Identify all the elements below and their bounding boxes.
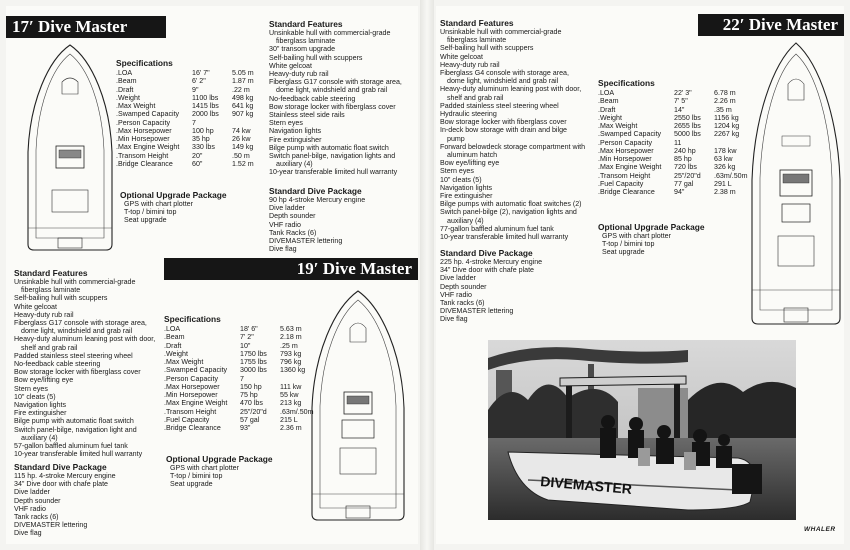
dive-22-item: 225 hp. 4-stroke Mercury engine (440, 258, 543, 266)
spec-22-row (598, 188, 754, 196)
spec-22-label: .Min Horsepower (598, 155, 652, 163)
spec-19-row (164, 358, 320, 366)
feature-19-item: shelf and grab rail (21, 343, 78, 352)
spec-22-row (598, 139, 754, 147)
feature-22-item: Fire extinguisher (440, 192, 493, 201)
spec-19-imperial: 1755 lbs (240, 358, 267, 366)
upgrade-17-item: GPS with chart plotter (124, 200, 193, 208)
dive-17-item: VHF radio (269, 220, 301, 229)
dive-22-item: Tank racks (6) (440, 299, 485, 308)
upgrade-17-item: Seat upgrade (124, 216, 167, 225)
feature-22-item: dome light, windshield and grab rail (447, 77, 559, 86)
feature-17-item: No-feedback cable steering (269, 94, 356, 103)
spec-22-imperial: 14" (674, 105, 685, 114)
spec-17-imperial: 1100 lbs (192, 93, 219, 102)
banner-17-title: 17′ Dive Master (12, 17, 128, 36)
feature-17-item: Stainless steel side rails (269, 111, 345, 120)
dive-17-item: Dive flag (269, 245, 297, 254)
feature-19-item: Fire extinguisher (14, 409, 67, 418)
upgrade-17 (120, 190, 227, 225)
spec-17-imperial: 60" (192, 159, 203, 168)
spec-22-metric: 2.26 m (714, 97, 736, 106)
spec-22-label: .LOA (598, 89, 615, 97)
spec-22-metric: .35 m (714, 105, 732, 114)
feature-22-item: auxiliary (4) (447, 216, 484, 225)
dive-17-item: Tank Racks (6) (269, 228, 317, 237)
spec-19-metric: 55 kw (280, 391, 299, 399)
spec-17-label: .Draft (116, 85, 134, 94)
feature-22-item: Self-bailing hull with scuppers (440, 44, 534, 53)
spec-19-label: .Swamped Capacity (164, 366, 228, 375)
features-19 (14, 268, 155, 458)
spec-17-label: .Max Weight (116, 102, 156, 110)
feature-22-item: Heavy-duty rub rail (440, 60, 500, 69)
spec-19-label: .Max Horsepower (164, 382, 220, 391)
spec-19-row (164, 342, 320, 350)
spec-22-label: .Beam (598, 97, 619, 106)
spec-19-label: .Max Weight (164, 358, 204, 366)
spec-17-label: .Min Horsepower (116, 135, 170, 143)
specs-17 (116, 58, 272, 168)
spec-17-label: .Person Capacity (116, 118, 171, 127)
spec-22-metric: 2.38 m (714, 188, 736, 196)
spec-19-label: .Bridge Clearance (164, 424, 221, 432)
spec-22-imperial: 11 (674, 138, 682, 147)
specs-19 (164, 314, 320, 432)
specs-19-table (164, 325, 320, 432)
spec-19-label: .Transom Height (164, 407, 217, 416)
banner-17-dive-master (6, 16, 166, 38)
hull-diagram-17 (22, 42, 118, 256)
spec-19-row (164, 416, 320, 424)
spec-22-label: .Weight (598, 113, 622, 122)
spec-22-row (598, 130, 754, 138)
dive-17-title: Standard Dive Package (269, 186, 362, 196)
spec-19-row (164, 424, 320, 432)
spec-17-label: .Transom Height (116, 151, 169, 160)
feature-17-item: Switch panel-bilge, navigation lights and (269, 152, 396, 161)
spec-22-metric: 1204 kg (714, 122, 740, 130)
upgrade-17-item: T-top / bimini top (124, 208, 177, 217)
specs-22-title: Specifications (598, 78, 655, 88)
spec-17-row (116, 135, 272, 143)
spec-17-row (116, 143, 272, 151)
spec-19-metric: 796 kg (280, 358, 302, 366)
feature-22-item: Unsinkable hull with commercial-grade (440, 28, 562, 36)
spec-17-row (116, 69, 272, 77)
spec-22-label: .Transom Height (598, 171, 651, 180)
spec-22-row (598, 163, 754, 171)
spec-19-imperial: 3000 lbs (240, 366, 267, 375)
feature-19-item: Bow storage locker with fiberglass cover (14, 368, 141, 377)
spec-19-imperial: 75 hp (240, 391, 258, 399)
dive-19-item: 115 hp. 4-stroke Mercury engine (14, 472, 116, 480)
spec-17-metric: 498 kg (232, 93, 254, 102)
spec-19-label: .Beam (164, 333, 185, 342)
spec-19-imperial: 7 (240, 374, 244, 383)
spec-17-metric: 26 kw (232, 135, 251, 143)
spec-22-imperial: 2550 lbs (674, 113, 701, 122)
spec-19-imperial: 25"/20"d (240, 407, 267, 416)
dive-17-item: Depth sounder (269, 212, 316, 221)
spec-22-row (598, 122, 754, 130)
spec-17-imperial: 16' 7" (192, 69, 210, 77)
feature-22-item: 10" cleats (5) (440, 175, 482, 184)
upgrade-19-item: Seat upgrade (170, 480, 213, 489)
spec-19-label: .LOA (164, 325, 181, 333)
feature-22-item: fiberglass laminate (447, 36, 507, 45)
feature-22-item: Stern eyes (440, 167, 474, 176)
feature-19-item: Bow eye/lifting eye (14, 376, 74, 385)
spec-17-row (116, 102, 272, 110)
spec-19-label: .Fuel Capacity (164, 415, 210, 424)
specs-17-table (116, 69, 272, 168)
feature-22-item: White gelcoat (440, 52, 483, 61)
feature-19-item: Navigation lights (14, 401, 67, 410)
spec-22-label: .Swamped Capacity (598, 130, 662, 139)
feature-19-item: Self-bailing hull with scuppers (14, 294, 108, 303)
spec-19-row (164, 391, 320, 399)
feature-17-item: Fire extinguisher (269, 135, 322, 144)
spec-19-imperial: 150 hp (240, 382, 262, 391)
feature-19-item: Padded stainless steel steering wheel (14, 351, 133, 360)
feature-22-item: Padded stainless steel steering wheel (440, 101, 559, 110)
left-page (6, 6, 418, 544)
spec-22-imperial: 94" (674, 188, 685, 196)
features-22 (440, 18, 585, 241)
dive-22-item: Dive flag (440, 315, 468, 324)
spec-19-imperial: 470 lbs (240, 399, 263, 408)
spec-19-row (164, 408, 320, 416)
spec-22-imperial: 2655 lbs (674, 122, 701, 130)
spec-17-row (116, 86, 272, 94)
spec-22-imperial: 77 gal (674, 179, 694, 188)
spec-17-label: .Max Engine Weight (116, 143, 180, 152)
feature-17-item: Unsinkable hull with commercial-grade (269, 29, 391, 37)
feature-19-item: fiberglass laminate (21, 286, 81, 295)
hull-diagram-19 (306, 288, 410, 524)
features-17-title: Standard Features (269, 19, 343, 29)
specs-22-table (598, 89, 754, 196)
spec-17-imperial: 20" (192, 151, 203, 160)
spec-19-metric: 1360 kg (280, 366, 306, 375)
dive-19-item: Depth sounder (14, 496, 61, 505)
upgrade-17-title: Optional Upgrade Package (120, 190, 227, 200)
features-17 (269, 19, 402, 177)
feature-17-item: auxiliary (4) (276, 160, 313, 169)
spec-22-label: .Max Horsepower (598, 146, 654, 155)
feature-22-item: pump (447, 134, 465, 143)
spec-22-row (598, 180, 754, 188)
spec-19-row (164, 350, 320, 358)
feature-17-item: Bow storage locker with fiberglass cover (269, 102, 396, 111)
specs-22 (598, 78, 754, 196)
feature-22-item: Hydraulic steering (440, 110, 497, 119)
dive-19-item: Tank racks (6) (14, 513, 59, 522)
spec-17-imperial: 2000 lbs (192, 110, 219, 119)
spec-17-label: .Weight (116, 93, 140, 102)
feature-22-item: In-deck bow storage with drain and bilge (440, 126, 567, 135)
feature-17-item: dome light, windshield and grab rail (276, 86, 388, 95)
spec-22-row (598, 172, 754, 180)
feature-22-item: Bow eye/lifting eye (440, 159, 500, 168)
dive-17-item: 90 hp 4-stroke Mercury engine (269, 196, 366, 204)
feature-17-item: Bilge pump with automatic float switch (269, 143, 389, 152)
feature-19-item: Stern eyes (14, 384, 48, 393)
dive-19-item: DIVEMASTER lettering (14, 521, 88, 530)
spec-19-metric: 5.63 m (280, 325, 302, 333)
specs-17-title: Specifications (116, 58, 173, 68)
dive-22-item: 34" Dive door with chafe plate (440, 266, 535, 275)
spec-22-label: .Bridge Clearance (598, 188, 655, 196)
spec-22-metric: 1156 kg (714, 113, 739, 122)
feature-22-item: aluminum hatch (447, 151, 498, 160)
feature-22-item: Switch panel-bilge (2), navigation lights and (440, 208, 577, 217)
feature-17-item: Fiberglass G17 console with storage area, (269, 78, 402, 87)
dive-19-item: 34" Dive door with chafe plate (14, 480, 109, 489)
dive-package-22 (440, 248, 542, 324)
feature-22-item: 77-gallon baffled aluminum fuel tank (440, 224, 554, 233)
feature-19-item: Unsinkable hull with commercial-grade (14, 278, 136, 286)
spec-17-metric: .50 m (232, 151, 250, 160)
spec-22-row (598, 106, 754, 114)
upgrade-19-title: Optional Upgrade Package (166, 454, 273, 464)
spec-19-imperial: 18' 6" (240, 325, 258, 333)
feature-19-item: Switch panel-bilge, navigation light and (14, 425, 137, 434)
spec-22-metric: 6.78 m (714, 89, 736, 97)
banner-22-title: 22′ Dive Master (722, 15, 838, 34)
dive-19-item: VHF radio (14, 504, 46, 513)
spec-22-imperial: 25"/20"d (674, 171, 701, 180)
feature-19-item: White gelcoat (14, 302, 57, 311)
spec-19-metric: 2.36 m (280, 424, 302, 432)
spec-17-row (116, 119, 272, 127)
spec-22-row (598, 89, 754, 97)
spec-17-metric (232, 119, 272, 127)
feature-17-item: 30" transom upgrade (269, 45, 336, 54)
feature-17-item: Self-bailing hull with scuppers (269, 53, 363, 62)
spec-17-imperial: 6' 2" (192, 77, 206, 86)
spec-17-row (116, 110, 272, 118)
spec-22-row (598, 147, 754, 155)
feature-17-item: 10-year transferable limited hull warranty (269, 168, 398, 177)
feature-19-item: No-feedback cable steering (14, 360, 101, 369)
feature-19-item: 10" cleats (5) (14, 392, 56, 401)
dive-22-item: Depth sounder (440, 282, 487, 291)
spec-19-metric: 213 kg (280, 399, 302, 408)
features-19-title: Standard Features (14, 268, 88, 278)
dive-17-item: Dive ladder (269, 204, 305, 213)
dive-package-19 (14, 462, 116, 538)
feature-19-item: Heavy-duty rub rail (14, 310, 74, 319)
spec-19-imperial: 7' 2" (240, 333, 254, 342)
spec-19-metric: 111 kw (280, 382, 302, 391)
page-gutter (420, 0, 434, 550)
dive-17-item: DIVEMASTER lettering (269, 237, 343, 246)
spec-22-row (598, 155, 754, 163)
spec-22-label: .Person Capacity (598, 138, 653, 147)
spec-19-imperial: 1750 lbs (240, 349, 267, 358)
spec-22-metric: 178 kw (714, 146, 737, 155)
spec-17-metric: .22 m (232, 85, 250, 94)
feature-22-item: Bow storage locker with fiberglass cover (440, 118, 567, 127)
spec-19-imperial: 93" (240, 424, 251, 432)
feature-22-item: 10-year transferable limited hull warranty (440, 233, 569, 242)
spec-22-imperial: 7' 5" (674, 97, 688, 106)
spec-22-label: .Fuel Capacity (598, 179, 644, 188)
spec-17-metric: 1.87 m (232, 77, 254, 86)
spec-19-row (164, 325, 320, 333)
spec-22-row (598, 114, 754, 122)
spec-19-imperial: 57 gal (240, 415, 260, 424)
spec-17-imperial: 330 lbs (192, 143, 215, 152)
spec-22-label: .Max Engine Weight (598, 163, 662, 172)
spec-17-imperial: 9" (192, 85, 199, 94)
feature-17-item: Stern eyes (269, 119, 303, 128)
spec-19-label: .Min Horsepower (164, 391, 218, 399)
feature-17-item: Heavy-duty rub rail (269, 70, 329, 79)
dive-package-17 (269, 186, 365, 253)
dive-22-item: Dive ladder (440, 274, 476, 283)
spec-22-row (598, 97, 754, 105)
specs-19-title: Specifications (164, 314, 221, 324)
spec-19-row (164, 399, 320, 407)
spec-19-metric: 2.18 m (280, 333, 302, 342)
whaler-logo-text: WHALER (804, 526, 836, 533)
feature-22-item: Heavy-duty aluminum leaning post with door, (440, 85, 582, 94)
upgrade-19 (166, 454, 273, 489)
feature-22-item: Navigation lights (440, 183, 493, 192)
spec-17-imperial: 100 hp (192, 126, 214, 135)
hull-lettering: DIVEMASTER (539, 473, 633, 497)
spec-19-metric: 793 kg (280, 349, 302, 358)
spec-19-metric: .63m/.50m (280, 407, 314, 416)
spec-17-metric: 907 kg (232, 110, 254, 119)
spec-19-label: .Draft (164, 341, 182, 350)
spec-22-label: .Draft (598, 105, 616, 114)
boat-photo (488, 340, 796, 520)
spec-17-label: .Bridge Clearance (116, 159, 173, 168)
upgrade-22 (598, 222, 705, 257)
spec-19-row (164, 375, 320, 383)
whaler-logo (804, 526, 836, 533)
feature-19-item: Fiberglass G17 console with storage area, (14, 319, 147, 328)
spec-19-row (164, 366, 320, 374)
feature-19-item: 10-year transferable limited hull warranty (14, 450, 143, 459)
spec-22-imperial: 240 hp (674, 146, 696, 155)
spec-19-row (164, 383, 320, 391)
spec-19-label: .Max Engine Weight (164, 399, 228, 408)
spec-22-metric: 291 L (714, 179, 732, 188)
banner-19-title: 19′ Dive Master (296, 259, 412, 278)
spec-17-label: .Beam (116, 77, 137, 86)
dive-22-title: Standard Dive Package (440, 248, 533, 258)
spec-17-row (116, 77, 272, 85)
upgrade-22-item: Seat upgrade (602, 248, 645, 257)
spec-17-row (116, 160, 272, 168)
features-22-title: Standard Features (440, 18, 514, 28)
spec-17-imperial: 7 (192, 118, 196, 127)
upgrade-22-title: Optional Upgrade Package (598, 222, 705, 232)
dive-19-item: Dive ladder (14, 488, 50, 497)
spec-19-imperial: 10" (240, 341, 251, 350)
spec-17-label: .Max Horsepower (116, 126, 172, 135)
spec-19-metric: 215 L (280, 415, 298, 424)
spec-19-metric: .25 m (280, 341, 298, 350)
banner-22-dive-master (698, 14, 844, 36)
feature-22-item: Bilge pumps with automatic float switches (2) (440, 200, 582, 209)
upgrade-19-item: T-top / bimini top (170, 472, 223, 481)
spec-17-metric: 5.05 m (232, 69, 254, 77)
spec-22-metric: 2267 kg (714, 130, 740, 139)
spec-22-label: .Max Weight (598, 122, 638, 130)
upgrade-22-item: T-top / bimini top (602, 240, 655, 249)
spec-17-metric: 74 kw (232, 126, 251, 135)
feature-22-item: Forward belowdeck storage compartment with (440, 142, 586, 151)
banner-19-dive-master (164, 258, 418, 280)
dive-19-title: Standard Dive Package (14, 462, 107, 472)
boat-photo-image (488, 340, 796, 520)
hull-diagram-22 (748, 40, 844, 328)
spec-17-row (116, 127, 272, 135)
feature-17-item: Navigation lights (269, 127, 322, 136)
feature-17-item: White gelcoat (269, 61, 312, 70)
spec-17-imperial: 1415 lbs (192, 102, 219, 110)
right-page (436, 6, 844, 544)
spec-19-row (164, 333, 320, 341)
dive-22-item: VHF radio (440, 290, 472, 299)
feature-22-item: Fiberglass G4 console with storage area, (440, 69, 569, 78)
feature-19-item: 57-gallon baffled aluminum fuel tank (14, 442, 128, 451)
spec-17-label: .LOA (116, 69, 133, 77)
feature-19-item: Heavy-duty aluminum leaning post with door, (14, 335, 156, 344)
spec-17-metric: 149 kg (232, 143, 254, 152)
spec-17-row (116, 94, 272, 102)
spec-22-metric: .63m/.50m (714, 171, 748, 180)
spec-19-label: .Person Capacity (164, 374, 219, 383)
spec-22-metric: 63 kw (714, 155, 733, 163)
spec-17-label: .Swamped Capacity (116, 110, 180, 119)
spec-22-imperial: 5000 lbs (674, 130, 701, 139)
dive-22-item: DIVEMASTER lettering (440, 307, 514, 316)
spec-22-metric: 326 kg (714, 163, 736, 172)
dive-19-item: Dive flag (14, 529, 42, 538)
spec-22-imperial: 85 hp (674, 155, 692, 163)
spec-22-imperial: 22' 3" (674, 89, 692, 97)
spec-17-imperial: 35 hp (192, 135, 210, 143)
feature-19-item: auxiliary (4) (21, 433, 58, 442)
upgrade-19-item: GPS with chart plotter (170, 464, 239, 472)
feature-17-item: fiberglass laminate (276, 37, 336, 46)
spec-17-row (116, 152, 272, 160)
spec-17-metric: 1.52 m (232, 159, 254, 168)
upgrade-22-item: GPS with chart plotter (602, 232, 671, 240)
spec-17-metric: 641 kg (232, 102, 254, 110)
feature-22-item: shelf and grab rail (447, 93, 504, 102)
feature-19-item: Bilge pump with automatic float switch (14, 417, 134, 426)
spec-22-imperial: 720 lbs (674, 163, 697, 172)
spec-19-label: .Weight (164, 349, 188, 358)
feature-19-item: dome light, windshield and grab rail (21, 327, 133, 336)
